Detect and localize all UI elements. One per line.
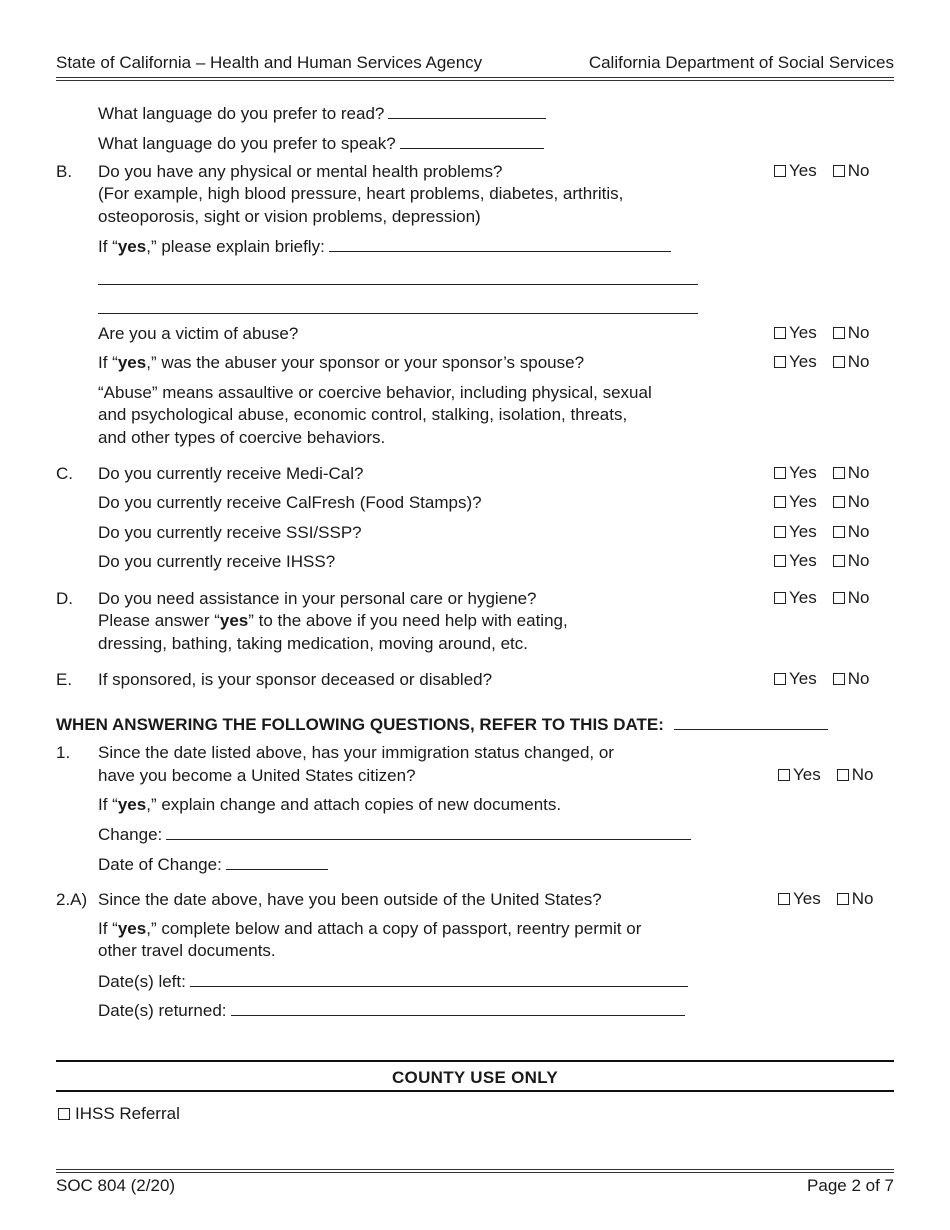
ihss-referral-row: IHSS Referral <box>58 1104 180 1124</box>
read-language-question: What language do you prefer to read? <box>98 102 546 126</box>
abuser-yes-checkbox[interactable] <box>774 356 786 368</box>
calfresh-yes-checkbox[interactable] <box>774 496 786 508</box>
health-explain-line-3[interactable] <box>98 313 698 314</box>
outside-us-question: Since the date above, have you been outside of the United States? <box>98 890 602 909</box>
immigration-status-line-1: Since the date listed above, has your immigration status changed, or <box>98 743 614 762</box>
sponsor-yes-checkbox[interactable] <box>774 673 786 685</box>
health-explain-line-2[interactable] <box>98 284 698 285</box>
speak-language-question: What language do you prefer to speak? <box>98 132 544 156</box>
personal-care-no-checkbox[interactable] <box>833 592 845 604</box>
sponsor-no-checkbox[interactable] <box>833 673 845 685</box>
personal-care-yes-no: Yes No <box>774 588 869 608</box>
calfresh-no-checkbox[interactable] <box>833 496 845 508</box>
sponsor-deceased-question: If sponsored, is your sponsor deceased or disabled? <box>98 670 493 689</box>
ssi-ssp-no-checkbox[interactable] <box>833 526 845 538</box>
abuse-no-checkbox[interactable] <box>833 327 845 339</box>
footer-rule-bottom <box>56 1172 894 1173</box>
change-row: Change: <box>98 823 691 847</box>
footer-rule-top <box>56 1169 894 1170</box>
travel-explain-line-1: If “yes,” complete below and attach a copy of passport, reentry permit or <box>98 919 642 938</box>
health-problems-example-2: osteoporosis, sight or vision problems, depression) <box>98 207 481 226</box>
dates-left-row: Date(s) left: <box>98 970 688 994</box>
immigration-yes-checkbox[interactable] <box>778 769 790 781</box>
health-explain-label: If “yes,” please explain briefly: <box>98 235 671 259</box>
date-of-change-row: Date of Change: <box>98 853 328 877</box>
abuse-definition-3: and other types of coercive behaviors. <box>98 428 386 447</box>
dates-returned-row: Date(s) returned: <box>98 999 685 1023</box>
health-problems-question: Do you have any physical or mental health problems? <box>98 162 503 181</box>
change-input[interactable] <box>166 823 691 840</box>
header-rule-top <box>56 77 894 78</box>
department-header: California Department of Social Services <box>588 53 894 72</box>
county-rule-bottom <box>56 1090 894 1092</box>
county-rule-top <box>56 1060 894 1062</box>
health-explain-input[interactable] <box>329 235 671 252</box>
outside-us-yes-checkbox[interactable] <box>778 893 790 905</box>
abuse-question: Are you a victim of abuse? <box>98 324 299 343</box>
section-d-letter: D. <box>56 589 73 608</box>
ssi-ssp-yes-checkbox[interactable] <box>774 526 786 538</box>
section-c-letter: C. <box>56 464 73 483</box>
calfresh-yes-no: Yes No <box>774 492 869 512</box>
health-problems-example-1: (For example, high blood pressure, heart problems, diabetes, arthritis, <box>98 184 624 203</box>
read-language-input[interactable] <box>388 102 546 119</box>
abuse-yes-checkbox[interactable] <box>774 327 786 339</box>
date-of-change-input[interactable] <box>226 853 328 870</box>
immigration-status-yes-no: Yes No <box>778 765 873 785</box>
abuser-yes-no: Yes No <box>774 352 869 372</box>
health-problems-yes-no: Yes No <box>774 161 869 181</box>
outside-us-yes-no: Yes No <box>778 889 873 909</box>
immigration-explain-label: If “yes,” explain change and attach copies of new documents. <box>98 795 562 814</box>
page-number: Page 2 of 7 <box>807 1176 894 1195</box>
medi-cal-no-checkbox[interactable] <box>833 467 845 479</box>
section-e-letter: E. <box>56 670 73 689</box>
ihss-no-checkbox[interactable] <box>833 555 845 567</box>
form-number: SOC 804 (2/20) <box>56 1176 176 1195</box>
ihss-yes-no: Yes No <box>774 551 869 571</box>
immigration-no-checkbox[interactable] <box>837 769 849 781</box>
abuse-definition-2: and psychological abuse, economic control, stalking, isolation, threats, <box>98 405 628 424</box>
personal-care-yes-checkbox[interactable] <box>774 592 786 604</box>
question-2a-number: 2.A) <box>56 890 88 909</box>
personal-care-question: Do you need assistance in your personal care or hygiene? <box>98 589 537 608</box>
section-b-letter: B. <box>56 162 73 181</box>
personal-care-instruction: Please answer “yes” to the above if you need help with eating, <box>98 611 568 630</box>
county-use-only-title: COUNTY USE ONLY <box>391 1068 559 1087</box>
ihss-question: Do you currently receive IHSS? <box>98 552 336 571</box>
ssi-ssp-question: Do you currently receive SSI/SSP? <box>98 523 362 542</box>
dates-returned-input[interactable] <box>231 999 685 1016</box>
abuse-yes-no: Yes No <box>774 323 869 343</box>
calfresh-question: Do you currently receive CalFresh (Food Stamps)? <box>98 493 482 512</box>
reference-date-heading: WHEN ANSWERING THE FOLLOWING QUESTIONS, REFER TO THIS DATE: <box>56 713 828 735</box>
personal-care-examples: dressing, bathing, taking medication, moving around, etc. <box>98 634 528 653</box>
medi-cal-question: Do you currently receive Medi-Cal? <box>98 464 364 483</box>
abuse-definition-1: “Abuse” means assaultive or coercive behavior, including physical, sexual <box>98 383 652 402</box>
outside-us-no-checkbox[interactable] <box>837 893 849 905</box>
health-no-checkbox[interactable] <box>833 165 845 177</box>
question-1-number: 1. <box>56 743 71 762</box>
medi-cal-yes-no: Yes No <box>774 463 869 483</box>
sponsor-deceased-yes-no: Yes No <box>774 669 869 689</box>
medi-cal-yes-checkbox[interactable] <box>774 467 786 479</box>
dates-left-input[interactable] <box>190 970 688 987</box>
ihss-referral-checkbox[interactable] <box>58 1108 70 1120</box>
immigration-status-line-2: have you become a United States citizen? <box>98 766 416 785</box>
abuser-sponsor-question: If “yes,” was the abuser your sponsor or your sponsor’s spouse? <box>98 353 585 372</box>
agency-header: State of California – Health and Human Services Agency <box>56 53 483 72</box>
header-rule-bottom <box>56 80 894 81</box>
ihss-yes-checkbox[interactable] <box>774 555 786 567</box>
ssi-ssp-yes-no: Yes No <box>774 522 869 542</box>
health-yes-checkbox[interactable] <box>774 165 786 177</box>
speak-language-input[interactable] <box>400 132 544 149</box>
abuser-no-checkbox[interactable] <box>833 356 845 368</box>
reference-date-input[interactable] <box>674 713 828 730</box>
travel-explain-line-2: other travel documents. <box>98 941 276 960</box>
